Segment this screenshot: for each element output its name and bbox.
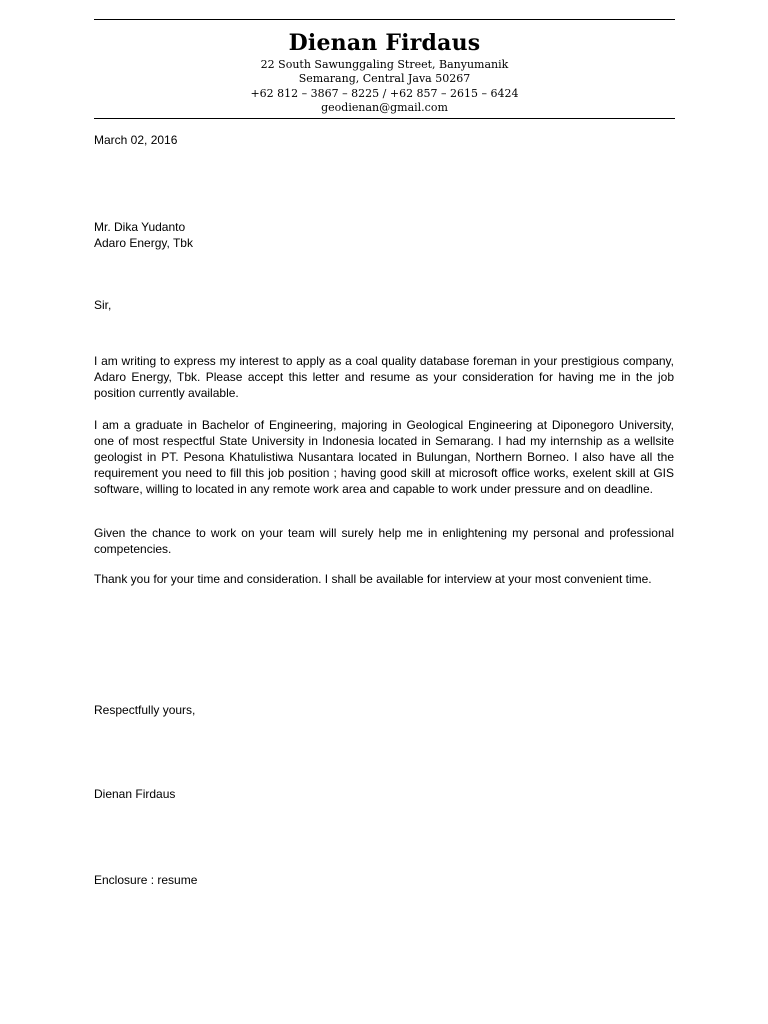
signature-name: Dienan Firdaus	[94, 787, 176, 801]
letterhead	[94, 28, 675, 115]
sender-phone: +62 812 – 3867 – 8225 / +62 857 – 2615 – 6424	[250, 86, 519, 100]
body-paragraph-1: I am writing to express my interest to apply as a coal quality database foreman in your prestigious company, Adaro Energy, Tbk. Please accept this letter and resume as your consideration for having me in the job position currently available.	[94, 354, 674, 400]
recipient-name: Mr. Dika Yudanto	[94, 220, 186, 234]
letter-date: March 02, 2016	[94, 133, 178, 147]
enclosure-note: Enclosure : resume	[94, 873, 198, 887]
sender-name: Dienan Firdaus	[288, 30, 481, 56]
sender-address-line2: Semarang, Central Java 50267	[298, 72, 471, 86]
body-paragraph-4: Thank you for your time and consideration. I shall be available for interview at your most convenient time.	[94, 572, 652, 586]
recipient-company: Adaro Energy, Tbk	[94, 236, 193, 250]
salutation: Sir,	[94, 298, 112, 312]
sender-address-line1: 22 South Sawunggaling Street, Banyumanik	[260, 58, 509, 71]
letterhead-top-rule	[94, 19, 675, 20]
body-paragraph-3: Given the chance to work on your team will surely help me in enlightening my personal and professional competencies.	[94, 526, 674, 556]
letterhead-bottom-rule	[94, 118, 675, 119]
body-paragraph-2: I am a graduate in Bachelor of Engineering, majoring in Geological Engineering at Diponegoro University, one of most respectful State University in Indonesia located in Semarang. I had my internship as a wellsite geologist in PT. Pesona Khatulistiwa Nusantara located in Bulungan, Northern Borneo. I also have all the requirement you need to fill this job position ; having good skill at microsoft office works, exelent skill at GIS software, willing to located in any remote work area and capable to work under pressure and on deadline.	[94, 418, 674, 496]
closing: Respectfully yours,	[94, 703, 196, 717]
sender-email: geodienan@gmail.com	[321, 100, 448, 114]
recipient-block	[94, 219, 674, 251]
